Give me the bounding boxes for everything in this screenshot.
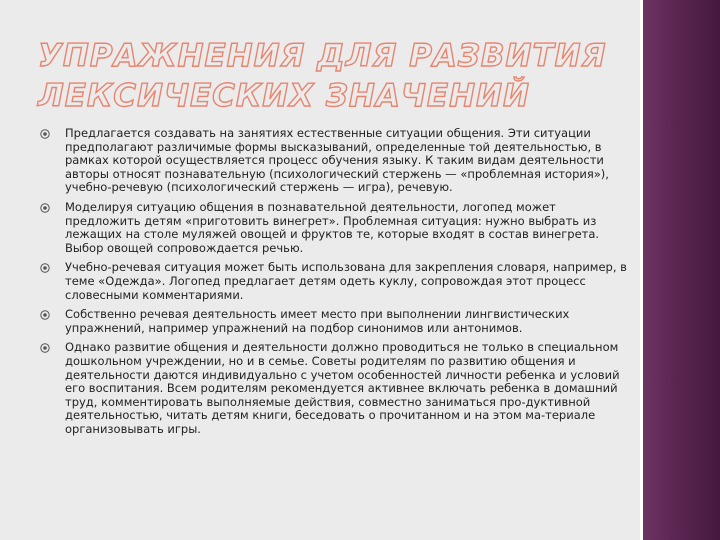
sun-bullet-icon	[40, 129, 50, 139]
slide-title-line-1: УПРАЖНЕНИЯ ДЛЯ РАЗВИТИЯ	[38, 38, 607, 74]
side-decoration-band	[640, 0, 720, 540]
sun-bullet-icon	[40, 343, 50, 353]
sun-bullet-icon	[40, 203, 50, 213]
sun-bullet-icon	[40, 310, 50, 320]
bullet-list	[38, 127, 628, 442]
bullet-item-1	[38, 127, 628, 195]
bullet-item-3	[38, 261, 628, 302]
bullet-item-2	[38, 201, 628, 255]
slide-title	[38, 36, 628, 116]
slide-title-line-2: ЛЕКСИЧЕСКИХ ЗНАЧЕНИЙ	[38, 78, 530, 114]
sun-bullet-icon	[40, 263, 50, 273]
bullet-text: Учебно-речевая ситуация может быть использована для закрепления словаря, например, в теме «Одежда». Логопед предлагает детям одеть куклу, сопровождая этот процесс словесными комментариями.	[65, 260, 627, 302]
bullet-text: Однако развитие общения и деятельности должно проводиться не только в специальном дошкольном учреждении, но и в семье. Советы родителям по развитию общения и деятельности даются индивидуально с учетом особенностей личности ребенка и условий его воспитания. Всем родителям рекомендуется активнее включать ребенка в домашний труд, комментировать выполняемые действия, совместно заниматься про-дуктивной деятельностью, читать детям книги, беседовать о прочитанном и на этом ма-териале организовывать игры.	[65, 340, 620, 436]
bullet-item-4	[38, 308, 628, 335]
bullet-text: Предлагается создавать на занятиях естественные ситуации общения. Эти ситуации предполагают различимые формы высказываний, определенные той деятельностью, в рамках которой осуществляется процесс обучения языку. К таким видам деятельности авторы относят познавательную (психологический стержень — «проблемная история»), учебно-речевую (психологический стержень — игра), речевую.	[65, 126, 609, 195]
bullet-text: Моделируя ситуацию общения в познавательной деятельности, логопед может предложить детям «приготовить винегрет». Проблемная ситуация: нужно выбрать из лежащих на столе муляжей овощей и фруктов те, которые входят в состав винегрета. Выбор овощей сопровождается речью.	[65, 199, 600, 255]
bullet-item-5	[38, 341, 628, 436]
bullet-text: Собственно речевая деятельность имеет место при выполнении лингвистических упражнений, например упражнений на подбор синонимов или антонимов.	[65, 307, 570, 335]
